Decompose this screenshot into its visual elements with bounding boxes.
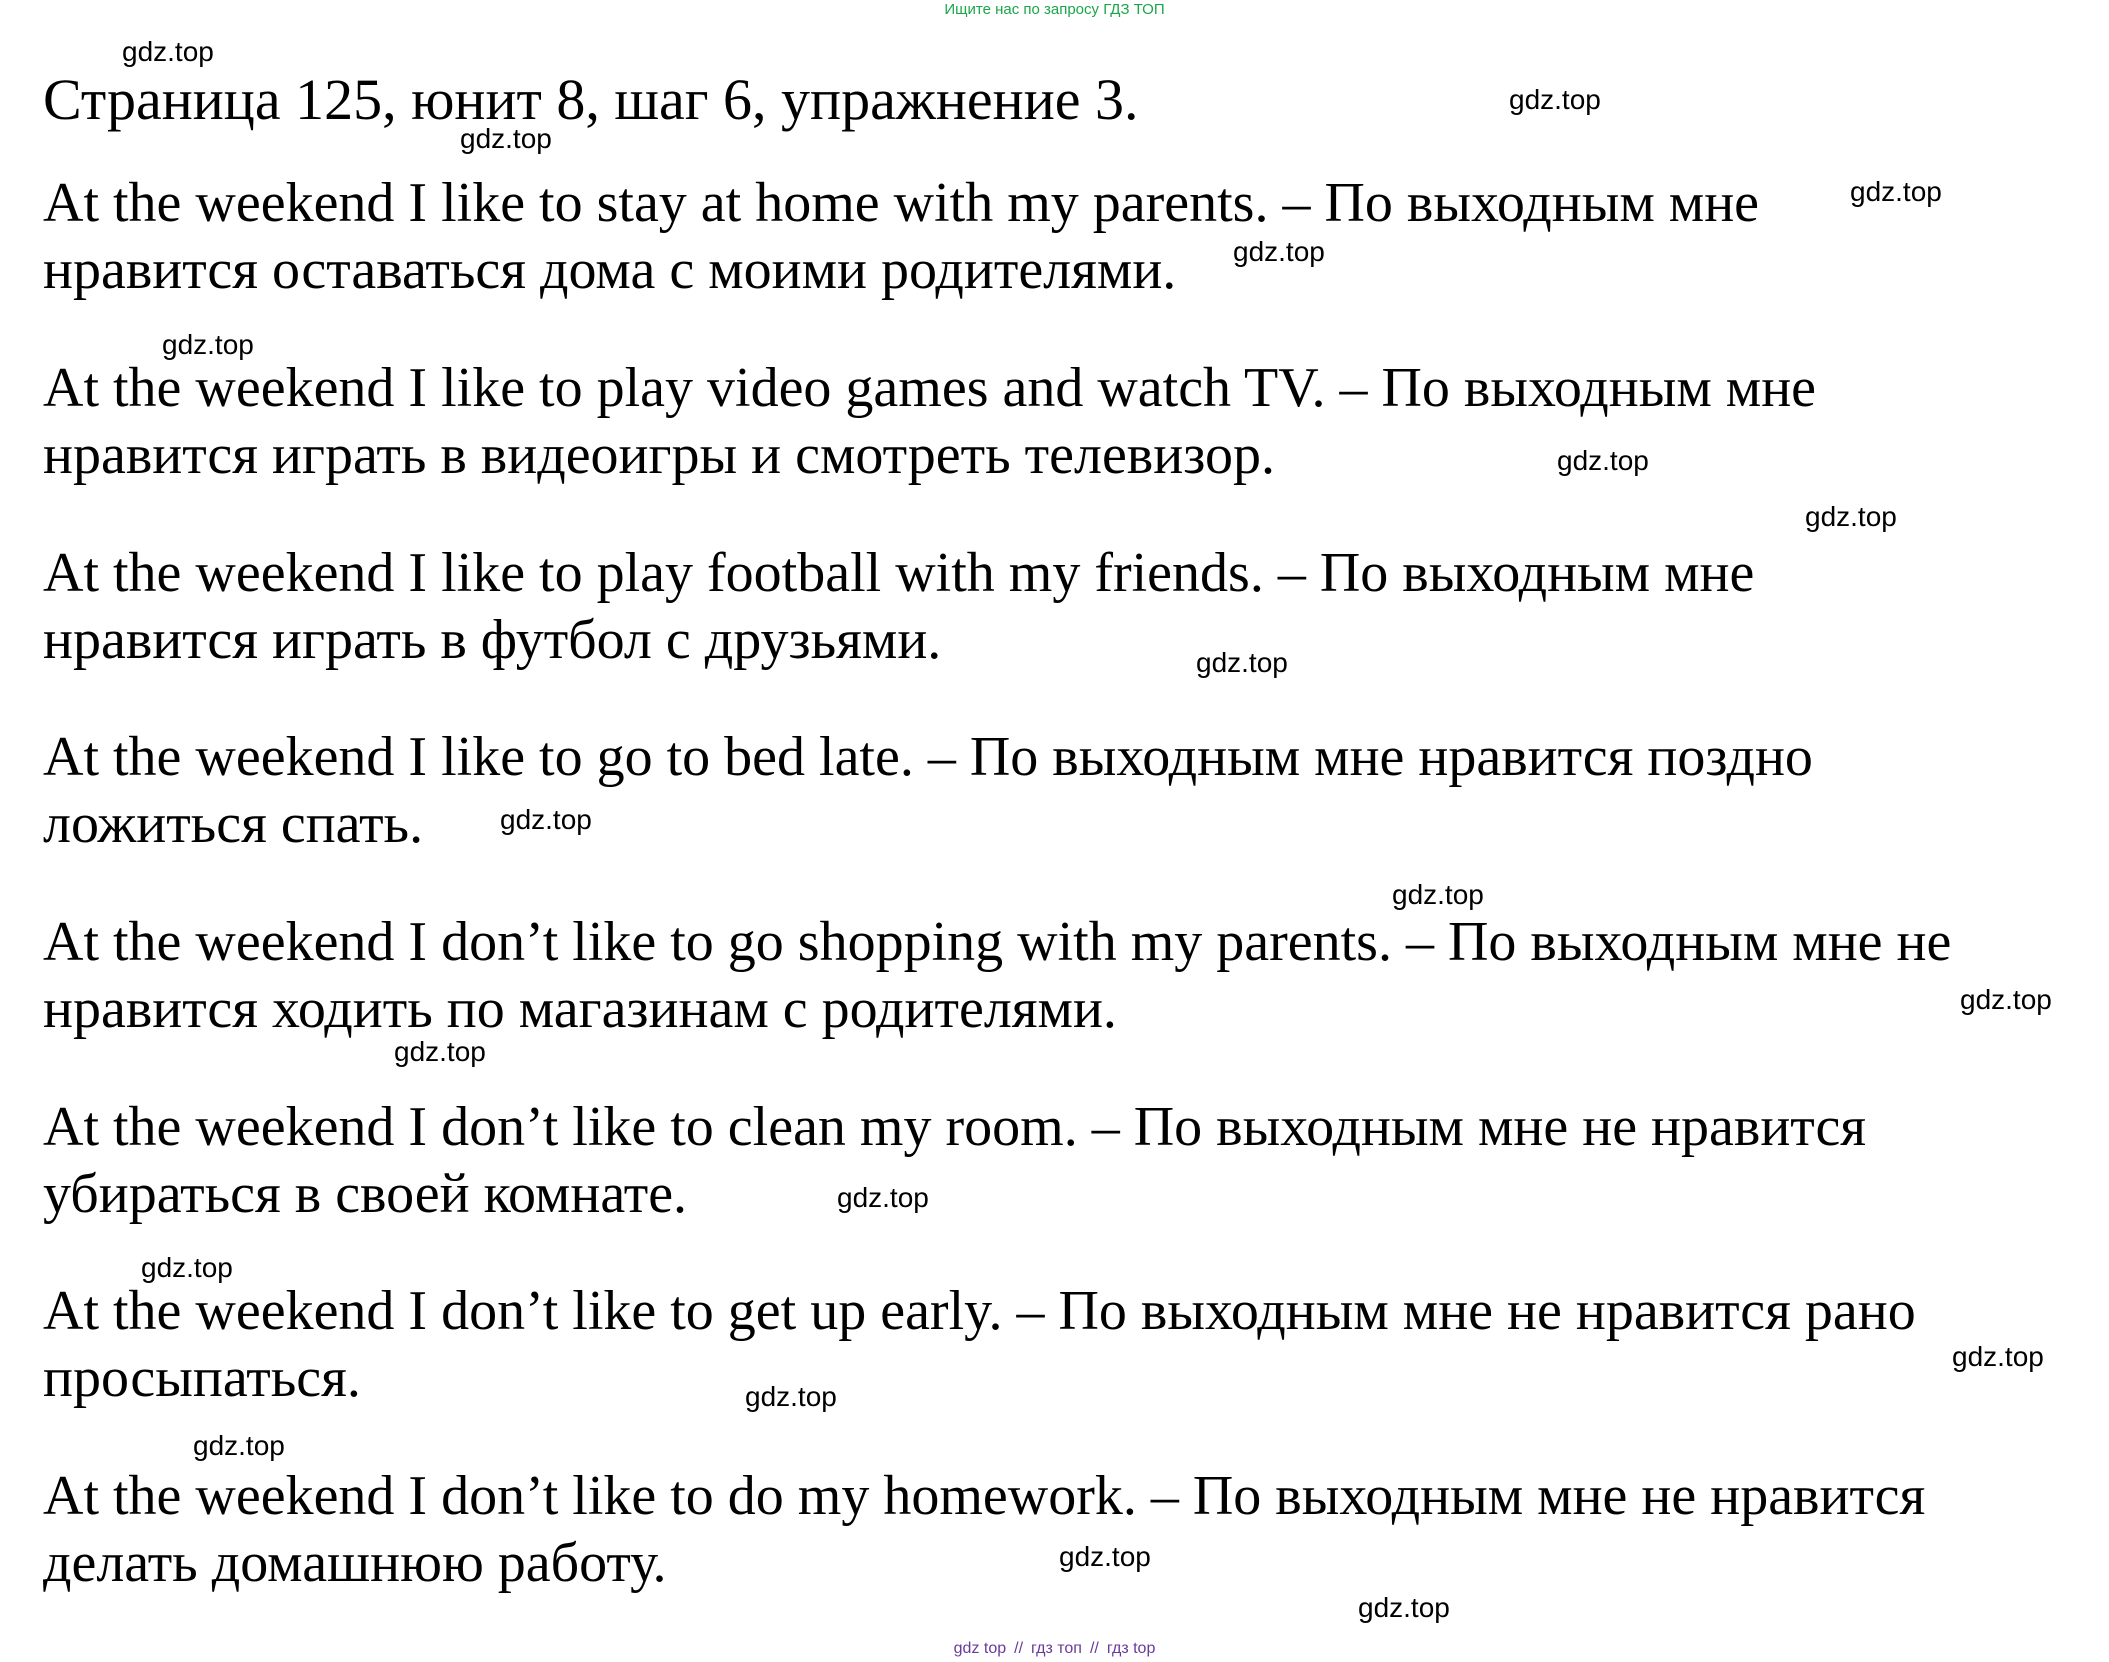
watermark: gdz.top: [162, 329, 254, 360]
watermark: gdz.top: [1196, 647, 1288, 678]
sentence-pair-2: [43, 355, 1816, 489]
watermark: gdz.top: [1805, 501, 1897, 532]
watermark: gdz.top: [1059, 1541, 1151, 1572]
sentence-pair-3: [43, 540, 1754, 674]
watermark: gdz.top: [745, 1381, 837, 1412]
footer-link-gdz-top-ru[interactable]: гдз топ: [1031, 1640, 1082, 1657]
watermark: gdz.top: [141, 1252, 233, 1283]
footer-separator: //: [1014, 1640, 1024, 1657]
watermark: gdz.top: [193, 1430, 285, 1461]
sentence-line: At the weekend I like to go to bed late. – По выходным мне нравится поздно: [43, 726, 1813, 788]
sentence-line: ложиться спать.: [43, 793, 424, 855]
sentence-line: At the weekend I don’t like to do my homework. – По выходным мне не нравится: [43, 1465, 1926, 1527]
watermark: gdz.top: [1960, 984, 2052, 1015]
watermark: gdz.top: [1233, 236, 1325, 267]
watermark: gdz.top: [1392, 879, 1484, 910]
footer-links: [0, 1640, 2109, 1658]
sentence-line: нравится оставаться дома с моими родителями.: [43, 239, 1177, 301]
sentence-line: просыпаться.: [43, 1347, 361, 1409]
footer-separator: //: [1089, 1640, 1099, 1657]
sentence-pair-1: [43, 170, 1759, 304]
sentence-line: At the weekend I don’t like to go shopping with my parents. – По выходным мне не: [43, 911, 1952, 973]
footer-link-gdz-top-mixed[interactable]: гдз top: [1106, 1640, 1156, 1657]
sentence-pair-7: [43, 1278, 1916, 1412]
watermark: gdz.top: [460, 123, 552, 154]
watermark: gdz.top: [1952, 1341, 2044, 1372]
page-title: Страница 125, юнит 8, шаг 6, упражнение 3.: [43, 67, 1139, 132]
watermark: gdz.top: [837, 1182, 929, 1213]
sentence-pair-8: [43, 1463, 1925, 1597]
watermark: gdz.top: [1557, 445, 1649, 476]
watermark: gdz.top: [1509, 84, 1601, 115]
sentence-line: At the weekend I like to play football with my friends. – По выходным мне: [43, 542, 1755, 604]
sentence-line: At the weekend I like to stay at home with my parents. – По выходным мне: [43, 172, 1760, 234]
sentence-line: At the weekend I don’t like to get up early. – По выходным мне не нравится рано: [43, 1280, 1916, 1342]
watermark: gdz.top: [394, 1036, 486, 1067]
sentence-line: нравится играть в видеоигры и смотреть телевизор.: [43, 424, 1275, 486]
watermark: gdz.top: [500, 804, 592, 835]
sentence-pair-5: [43, 909, 1951, 1043]
sentence-line: нравится ходить по магазинам с родителями.: [43, 978, 1117, 1040]
watermark: gdz.top: [1850, 176, 1942, 207]
sentence-pair-6: [43, 1094, 1866, 1228]
sentence-pair-4: [43, 724, 1813, 858]
sentence-line: At the weekend I don’t like to clean my room. – По выходным мне не нравится: [43, 1096, 1867, 1158]
footer-link-gdz-top[interactable]: gdz top: [953, 1640, 1007, 1657]
sentence-line: At the weekend I like to play video games and watch TV. – По выходным мне: [43, 357, 1817, 419]
watermark: gdz.top: [122, 36, 214, 67]
sentence-line: убираться в своей комнате.: [43, 1163, 688, 1225]
sentence-line: делать домашнюю работу.: [43, 1532, 667, 1594]
sentence-line: нравится играть в футбол с друзьями.: [43, 609, 942, 671]
search-banner: Ищите нас по запросу ГДЗ ТОП: [944, 1, 1165, 18]
watermark: gdz.top: [1358, 1592, 1450, 1623]
